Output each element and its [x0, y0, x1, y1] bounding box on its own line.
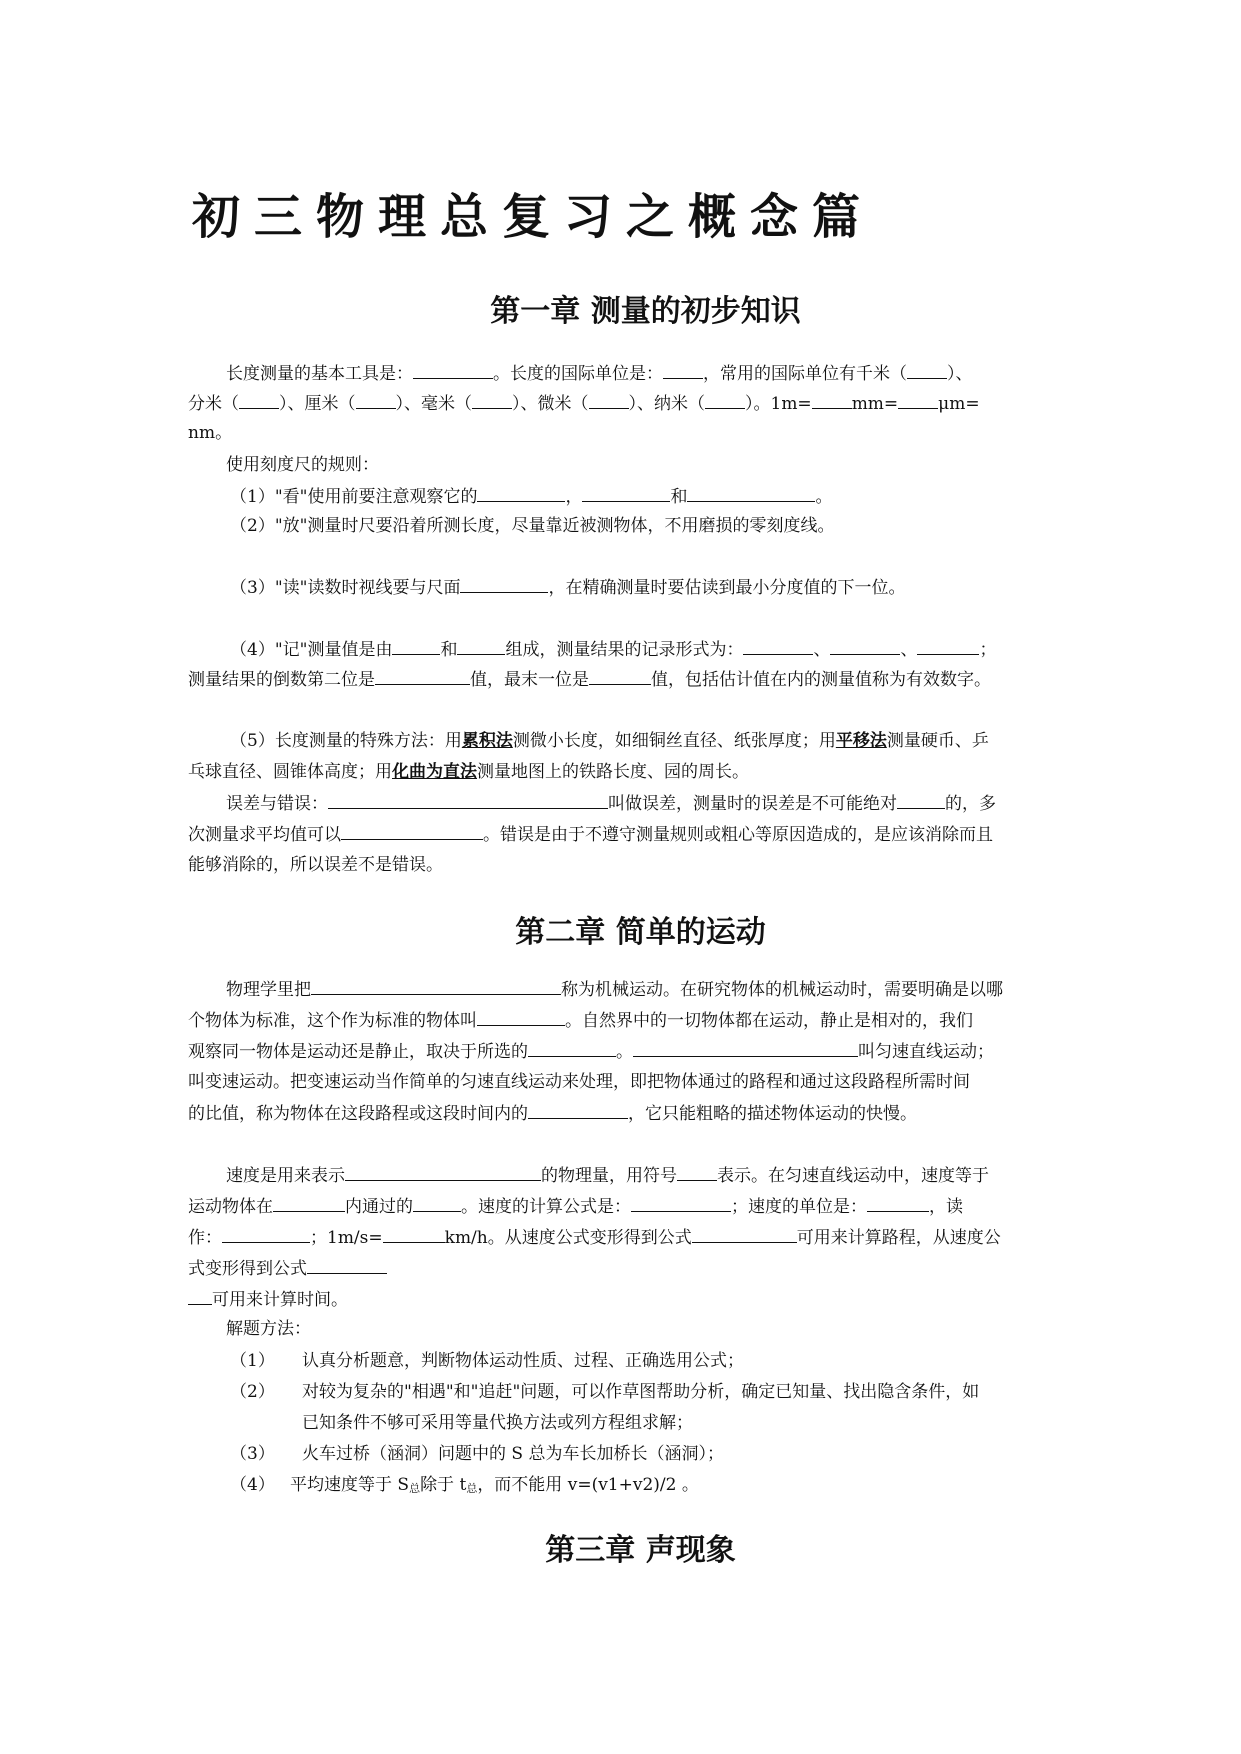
ch1-line-3: nm。	[188, 423, 233, 443]
rule-4	[230, 638, 1100, 661]
fill-blank[interactable]	[692, 1226, 797, 1243]
text: （1）"看"使用前要注意观察它的	[230, 487, 478, 507]
method-3	[230, 1443, 1100, 1465]
text: 组成，测量结果的记录形式为：	[505, 640, 744, 660]
text: 。	[815, 487, 833, 507]
text: 个物体为标准，这个作为标准的物体叫	[188, 1011, 477, 1031]
text: 长度测量的基本工具是：	[226, 364, 413, 384]
ch1-line-1	[226, 362, 1096, 385]
fill-blank[interactable]	[677, 1164, 717, 1181]
text: 测量结果的倒数第二位是	[188, 670, 375, 690]
speed-line-2	[188, 1195, 1058, 1218]
fill-blank[interactable]	[188, 1288, 212, 1305]
text: 的，多	[945, 794, 996, 814]
speed-line-1	[226, 1164, 1096, 1187]
chapter-1-heading: 第一章 测量的初步知识	[490, 294, 801, 329]
fill-blank[interactable]	[457, 638, 505, 655]
text: ）、微米（	[512, 394, 589, 414]
text: ；	[979, 640, 997, 660]
fill-blank[interactable]	[663, 362, 703, 379]
fill-blank[interactable]	[589, 392, 629, 409]
subscript: 总	[466, 1482, 478, 1495]
fill-blank[interactable]	[705, 392, 745, 409]
text: （5）长度测量的特殊方法：用	[230, 731, 462, 751]
rule-1	[230, 485, 1100, 508]
fill-blank[interactable]	[222, 1226, 310, 1243]
text: 速度是用来表示	[226, 1166, 345, 1186]
list-number: （1）	[230, 1351, 275, 1371]
text: 内通过的	[345, 1197, 413, 1217]
fill-blank[interactable]	[633, 1040, 858, 1057]
method-2	[230, 1381, 1100, 1403]
ch1-line-2	[188, 392, 1058, 415]
fill-blank[interactable]	[743, 638, 813, 655]
text: ）、厘米（	[279, 394, 356, 414]
ch2-line-2	[188, 1009, 1058, 1032]
method-term: 平移法	[835, 731, 887, 751]
method-term: 化曲为直法	[392, 762, 477, 782]
fill-blank[interactable]	[273, 1195, 345, 1212]
error-line-1	[226, 792, 1096, 815]
text: 。错误是由于不遵守测量规则或粗心等原因造成的，是应该消除而且	[483, 825, 993, 845]
document-title: 初三物理总复习之概念篇	[192, 189, 875, 245]
text: 的比值，称为物体在这段路程或这段时间内的	[188, 1104, 528, 1124]
text: 和	[670, 487, 688, 507]
text: 运动物体在	[188, 1197, 273, 1217]
error-line-3: 能够消除的，所以误差不是错误。	[188, 855, 443, 875]
text: ，常用的国际单位有千米（	[703, 364, 907, 384]
text: 。	[616, 1042, 633, 1062]
method-label: 解题方法：	[226, 1319, 311, 1339]
rule-4-cont	[188, 668, 1058, 691]
ch2-line-3	[188, 1040, 1058, 1063]
speed-line-4	[188, 1257, 1058, 1280]
text: ，在精确测量时要估读到最小分度值的下一位。	[548, 578, 906, 598]
text: 除于 t	[420, 1475, 467, 1495]
fill-blank[interactable]	[239, 392, 279, 409]
method-4	[230, 1474, 1100, 1500]
fill-blank[interactable]	[413, 362, 493, 379]
text: （3）"读"读数时视线要与尺面	[230, 578, 461, 598]
fill-blank[interactable]	[460, 576, 548, 593]
text: ）。1m=	[745, 394, 812, 414]
ch2-line-1	[226, 978, 1096, 1001]
ch2-line-5	[188, 1102, 1058, 1125]
list-number: （3）	[230, 1444, 275, 1464]
text: ，读	[929, 1197, 963, 1217]
text: 测量地图上的铁路长度、园的周长。	[477, 762, 749, 782]
fill-blank[interactable]	[345, 1164, 541, 1181]
fill-blank[interactable]	[472, 392, 512, 409]
rule-5-cont	[188, 761, 1058, 783]
text: 乓球直径、圆锥体高度；用	[188, 762, 392, 782]
text: 可用来计算路程，从速度公	[796, 1228, 1001, 1248]
chapter-2-heading: 第二章 简单的运动	[515, 915, 766, 950]
text: 和	[440, 640, 458, 660]
list-number: （2）	[230, 1382, 275, 1402]
fill-blank[interactable]	[687, 485, 815, 502]
fill-blank[interactable]	[383, 1226, 445, 1243]
text: ，它只能粗略的描述物体运动的快慢。	[628, 1104, 917, 1124]
text: 作：	[188, 1228, 222, 1248]
fill-blank[interactable]	[897, 792, 945, 809]
text: 平均速度等于 S	[290, 1475, 410, 1495]
text: 、	[813, 640, 831, 660]
method-term: 累积法	[461, 731, 513, 751]
fill-blank[interactable]	[528, 1102, 628, 1119]
fill-blank[interactable]	[341, 823, 483, 840]
fill-blank[interactable]	[311, 978, 561, 995]
subscript: 总	[409, 1482, 421, 1495]
fill-blank[interactable]	[830, 638, 900, 655]
text: 测微小长度，如细铜丝直径、纸张厚度；用	[512, 731, 836, 751]
text: 的物理量，用符号	[541, 1166, 677, 1186]
text: ）、毫米（	[395, 394, 472, 414]
text: 。速度的计算公式是：	[461, 1197, 631, 1217]
fill-blank[interactable]	[867, 1195, 929, 1212]
text: 值，最末一位是	[470, 670, 589, 690]
method-2-cont: 已知条件不够可采用等量代换方法或列方程组求解；	[302, 1413, 693, 1433]
ch2-line-4: 叫变速运动。把变速运动当作简单的匀速直线运动来处理，即把物体通过的路程和通过这段路程所需时间	[188, 1072, 970, 1092]
text: 分米（	[188, 394, 239, 414]
error-line-2	[188, 823, 1058, 846]
fill-blank[interactable]	[582, 485, 670, 502]
speed-line-3	[188, 1226, 1058, 1249]
rule-3	[230, 576, 1100, 599]
text: 。自然界中的一切物体都在运动，静止是相对的，我们	[565, 1011, 973, 1031]
fill-blank[interactable]	[477, 1009, 565, 1026]
fill-blank[interactable]	[589, 668, 651, 685]
fill-blank[interactable]	[307, 1257, 387, 1274]
text: 次测量求平均值可以	[188, 825, 341, 845]
text: 物理学里把	[226, 980, 311, 1000]
list-number: （4）	[230, 1475, 275, 1495]
fill-blank[interactable]	[413, 1195, 461, 1212]
fill-blank[interactable]	[477, 485, 565, 502]
text: 火车过桥（涵洞）问题中的 S 总为车长加桥长（涵洞）；	[302, 1444, 724, 1464]
text: 、	[900, 640, 918, 660]
text: μm=	[938, 394, 980, 414]
rule-2: （2）"放"测量时尺要沿着所测长度，尽量靠近被测物体，不用磨损的零刻度线。	[230, 516, 835, 536]
method-1	[230, 1350, 1100, 1372]
text: 观察同一物体是运动还是静止，取决于所选的	[188, 1042, 528, 1062]
text: ，而不能用 v=(v1+v2)/2 。	[477, 1475, 699, 1495]
text: 认真分析题意，判断物体运动性质、过程、正确选用公式；	[302, 1351, 744, 1371]
text: 对较为复杂的"相遇"和"追赶"问题，可以作草图帮助分析，确定已知量、找出隐含条件，如	[302, 1382, 980, 1402]
fill-blank[interactable]	[528, 1040, 616, 1057]
text: ，	[565, 487, 583, 507]
fill-blank[interactable]	[917, 638, 979, 655]
text: ；1m/s=	[310, 1228, 383, 1248]
text: mm=	[851, 394, 899, 414]
text: 测量硬币、乒	[886, 731, 989, 751]
speed-line-5	[188, 1288, 1058, 1311]
fill-blank[interactable]	[392, 638, 440, 655]
ruler-rules-label: 使用刻度尺的规则：	[226, 455, 379, 475]
chapter-3-heading: 第三章 声现象	[545, 1533, 736, 1568]
text: （4）"记"测量值是由	[230, 640, 393, 660]
rule-5	[230, 730, 1100, 752]
text: 叫做误差，测量时的误差是不可能绝对	[608, 794, 897, 814]
text: km/h。从速度公式变形得到公式	[444, 1228, 692, 1248]
text: ）、	[947, 364, 973, 384]
text: ）、纳米（	[628, 394, 705, 414]
fill-blank[interactable]	[356, 392, 396, 409]
fill-blank[interactable]	[907, 362, 947, 379]
text: 叫匀速直线运动；	[858, 1042, 994, 1062]
text: 。长度的国际单位是：	[493, 364, 663, 384]
fill-blank[interactable]	[812, 392, 852, 409]
text: 称为机械运动。在研究物体的机械运动时，需要明确是以哪	[561, 980, 1003, 1000]
text: 误差与错误：	[226, 794, 328, 814]
text: ；速度的单位是：	[731, 1197, 867, 1217]
text: 可用来计算时间。	[212, 1290, 348, 1310]
text: 式变形得到公式	[188, 1259, 307, 1279]
text: 值，包括估计值在内的测量值称为有效数字。	[651, 670, 991, 690]
text: 表示。在匀速直线运动中，速度等于	[717, 1166, 989, 1186]
fill-blank[interactable]	[328, 792, 608, 809]
fill-blank[interactable]	[631, 1195, 731, 1212]
fill-blank[interactable]	[375, 668, 470, 685]
fill-blank[interactable]	[898, 392, 938, 409]
